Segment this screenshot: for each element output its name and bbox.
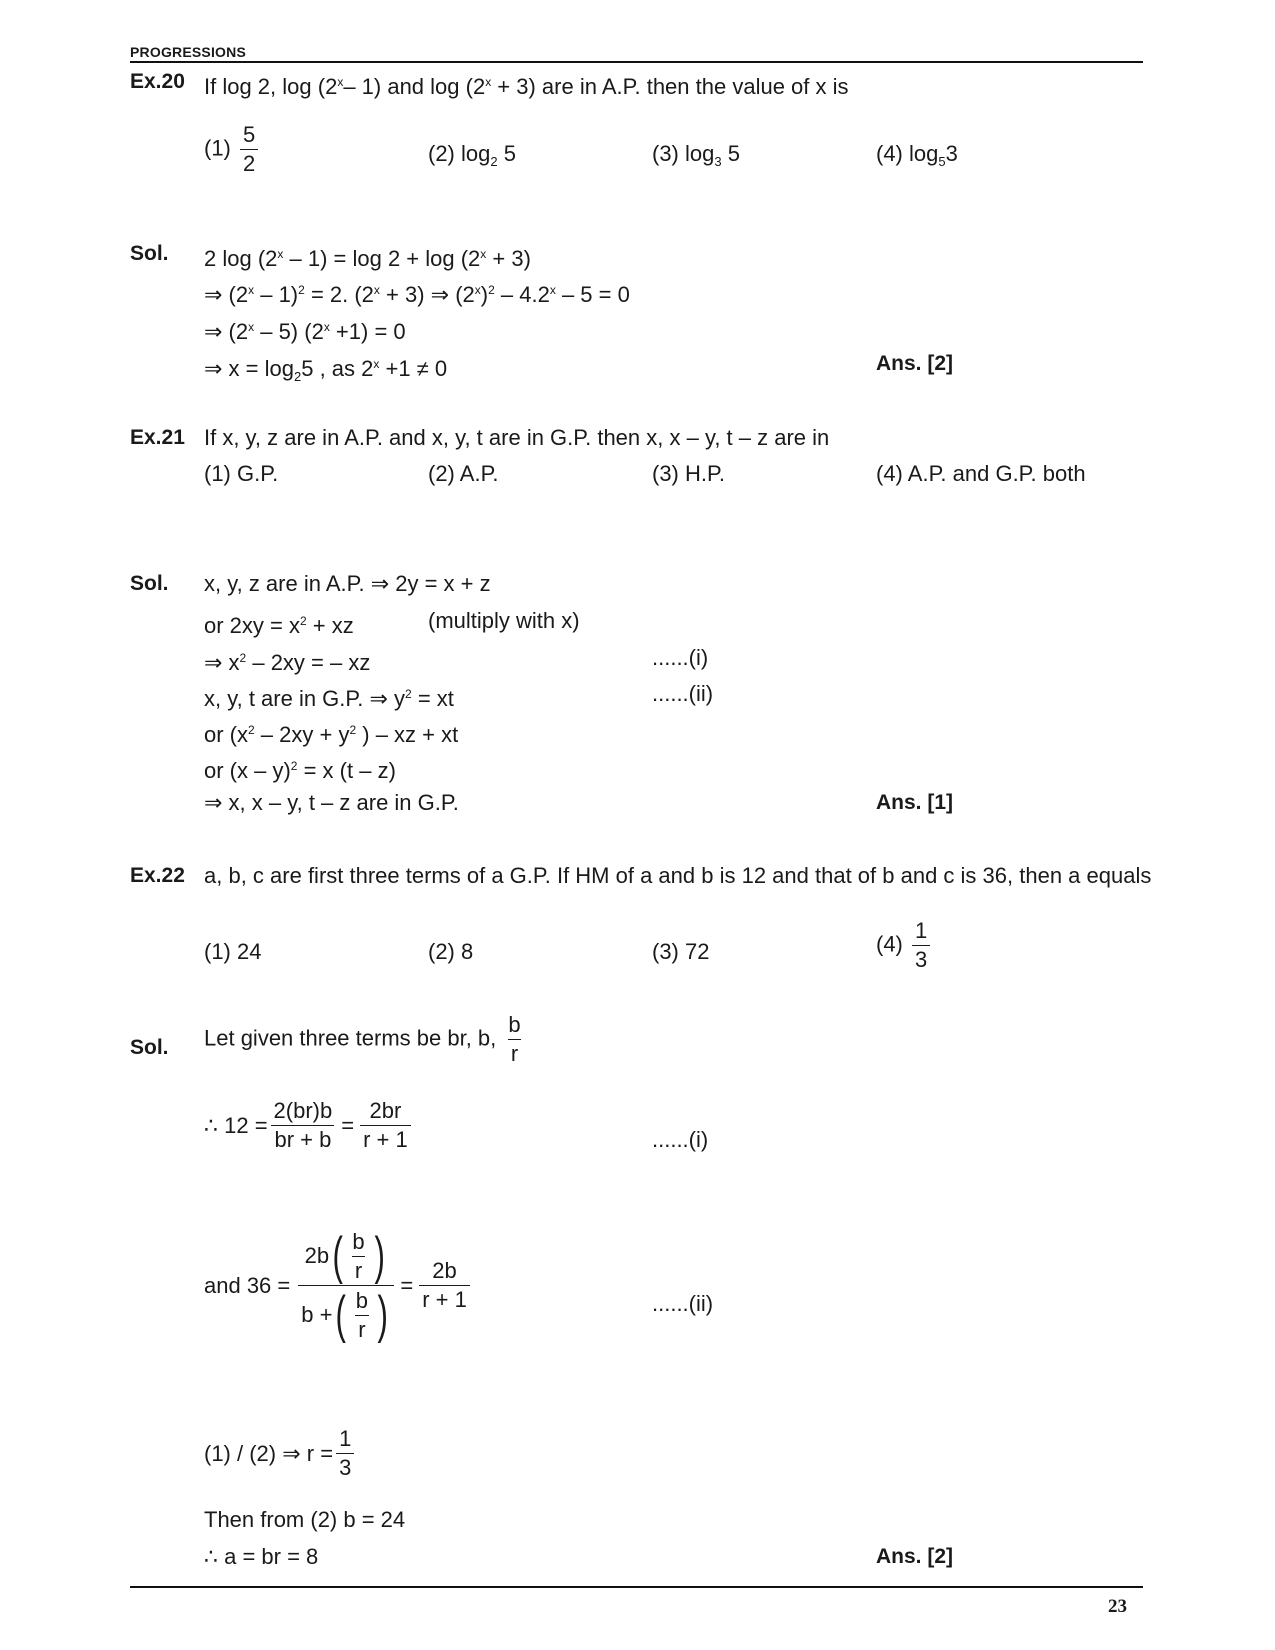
- ex21-sol-line-7: ⇒ x, x – y, t – z are in G.P.: [204, 790, 459, 815]
- ex22-sol-line-3: (1) / (2) ⇒ r = $\frac{1}{3}$: [204, 1428, 357, 1479]
- ex21-sol-ref-1: ......(i): [652, 645, 709, 670]
- ex21-label: Ex.21: [130, 426, 185, 449]
- ex20-sol-line-2: ⇒ (2$^x$ – 1)$^2$ = 2. $(2^x + 3)$ ⇒ $(2^x)^2 - 4.2^x - 5 = 0$: [204, 282, 630, 307]
- ex20-answer: Ans. [2]: [876, 352, 954, 375]
- ex21-sol-line-3: ⇒ $x^2 - 2xy$ = – xz: [204, 650, 371, 675]
- ex22-equation-1: ∴ 12 = $\frac{2(br)b}{br + b}$ = $\frac{2br}{r + 1}$: [204, 1100, 414, 1151]
- ex21-sol-note: (multiply with x): [428, 608, 580, 633]
- fraction: $\frac{1}{3}$: [912, 920, 930, 971]
- page-header-title: PROGRESSIONS: [130, 44, 246, 60]
- ex21-option-3: (3) H.P.: [652, 461, 725, 486]
- ex22-sol-line-1: Let given three terms be br, b, $\frac{b}{r}$: [204, 1014, 527, 1065]
- fraction: $\frac{2br}{r + 1}$: [360, 1100, 411, 1151]
- fraction: $\frac{b}{r}$: [508, 1012, 521, 1066]
- ex20-option-4: (4) $\log_53$: [876, 141, 958, 169]
- ex22-sol-label: Sol.: [130, 1036, 169, 1059]
- ex21-question: If x, y, z are in A.P. and x, y, t are in G.P. then x, x – y, t – z are in: [204, 425, 830, 450]
- compound-fraction: 2b ( $\frac{b}{r}$ ) b + ( $\frac{b}{r}$ ): [298, 1230, 394, 1341]
- ex21-sol-line-1: x, y, z are in A.P. ⇒ 2y = x + z: [204, 571, 491, 596]
- ex20-option-2: (2) $\log_2 5$: [428, 141, 516, 169]
- ex21-option-2: (2) A.P.: [428, 461, 499, 486]
- ex20-option-1: (1) $\frac{5}{2}$: [204, 124, 261, 175]
- ex20-question: If log 2, log (2$^x$– 1) and $\log (2^x + 3)$ are in A.P. then the value of x is: [204, 74, 849, 99]
- ex20-sol-line-4: ⇒ $x = \log_25$ , as $2^x +1 \ne 0$: [204, 356, 448, 384]
- ex20-sol-line-1: 2 $\log (2^x - 1) = \log 2 + \log (2^x + 3)$: [204, 246, 531, 271]
- ex22-sol-line-5: ∴ a = br = 8: [204, 1544, 319, 1569]
- ex22-equation-2: and 36 = 2b ( $\frac{b}{r}$ ) b + ( $\frac{b}{r}$ ) = $\frac{2b}{r + 1}$: [204, 1230, 473, 1341]
- page-number: 23: [1108, 1596, 1127, 1617]
- ex21-sol-label: Sol.: [130, 572, 169, 595]
- fraction: $\frac{1}{3}$: [336, 1428, 354, 1479]
- ex20-sol-label: Sol.: [130, 242, 169, 265]
- ex22-option-4: (4) $\frac{1}{3}$: [876, 920, 933, 971]
- ex22-option-2: (2) 8: [428, 939, 474, 964]
- ex22-eq1-ref: ......(i): [652, 1127, 709, 1152]
- ex21-sol-line-4: x, y, t are in G.P. ⇒ $y^2$ = xt: [204, 686, 454, 711]
- ex22-option-3: (3) 72: [652, 939, 710, 964]
- header-rule: [130, 61, 1143, 63]
- ex22-sol-line-4: Then from (2) b = 24: [204, 1507, 406, 1532]
- ex20-label: Ex.20: [130, 70, 185, 93]
- ex21-answer: Ans. [1]: [876, 791, 954, 814]
- ex22-answer: Ans. [2]: [876, 1545, 954, 1568]
- fraction: $\frac{2b}{r + 1}$: [419, 1260, 470, 1311]
- ex22-question: a, b, c are first three terms of a G.P. If HM of a and b is 12 and that of b and c is 36, then a equals: [204, 863, 1152, 888]
- ex20-sol-line-3: ⇒ (2$^x$ – 5) $(2^x +1) = 0$: [204, 319, 406, 344]
- ex21-option-4: (4) A.P. and G.P. both: [876, 461, 1086, 486]
- ex22-label: Ex.22: [130, 864, 185, 887]
- ex21-sol-line-2: or $2xy = x^2$ + xz: [204, 613, 354, 638]
- ex21-sol-line-5: or ($x^2 - 2xy + y^2$ ) – xz + xt: [204, 722, 459, 747]
- ex22-eq2-ref: ......(ii): [652, 1291, 714, 1316]
- ex21-sol-line-6: or (x – y)$^2$ = x (t – z): [204, 758, 396, 783]
- fraction: $\frac{b}{r}$: [355, 1287, 369, 1342]
- ex20-option-3: (3) $\log_3 5$: [652, 141, 740, 169]
- ex21-option-1: (1) G.P.: [204, 461, 279, 486]
- fraction: $\frac{5}{2}$: [240, 124, 258, 175]
- fraction: $\frac{2(br)b}{br + b}$: [271, 1100, 336, 1151]
- ex21-sol-ref-2: ......(ii): [652, 681, 714, 706]
- ex22-option-1: (1) 24: [204, 939, 262, 964]
- footer-rule: [130, 1586, 1143, 1588]
- fraction: $\frac{b}{r}$: [352, 1228, 365, 1283]
